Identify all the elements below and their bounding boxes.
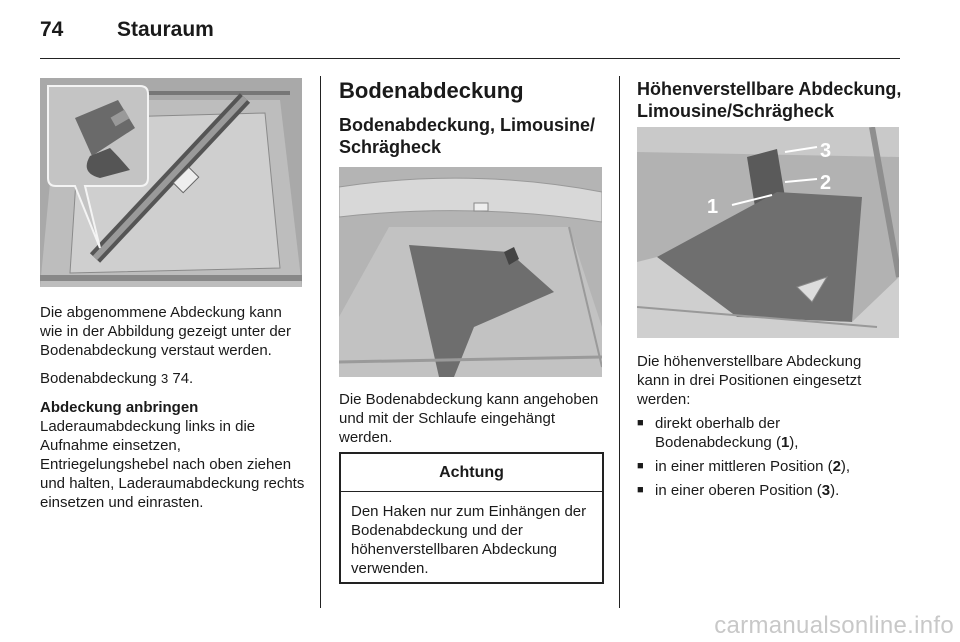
column-3-heading (637, 78, 907, 122)
heading-floor-cover: Bodenabdeckung (339, 78, 524, 103)
figure-cover-stowed (40, 78, 302, 287)
list-item: ■ in einer mittleren Position (2), (637, 457, 889, 476)
paragraph-stow-cover: Die abgenommene Abdeckung kann wie in der Abbildung gezeigt unter der Bodenabdeckung verstaut werden. (40, 304, 292, 359)
positions-list (637, 414, 889, 500)
paragraph-cross-reference (40, 369, 308, 388)
header-rule (40, 58, 900, 59)
page-ref-link[interactable]: 74. (172, 370, 194, 387)
column-2-headings (339, 78, 605, 158)
caution-title: Achtung (341, 454, 602, 492)
column-divider-2 (619, 76, 620, 608)
section-title: Stauraum (117, 18, 214, 41)
list-item: ■ in einer oberen Position (3). (637, 481, 889, 500)
column-divider-1 (320, 76, 321, 608)
figure-label-1: 1 (707, 196, 719, 218)
figure-label-2: 2 (820, 172, 832, 194)
figure-label-3: 3 (820, 140, 832, 162)
figure-adjustable-cover (637, 127, 899, 338)
page-number: 74 (40, 18, 64, 41)
list-item: ■ direkt oberhalb der Bodenabdeckung (1), (637, 414, 889, 452)
subheading-floor-cover-sedan: Bodenabdeckung, Limousine/ Schrägheck (339, 115, 596, 157)
watermark: carmanualsonline.info (714, 612, 954, 639)
reference-text: Bodenabdeckung (40, 370, 157, 387)
paragraph-attach-instructions: Laderaumabdeckung links in die Aufnahme einsetzen, Entriegelungshebel nach oben ziehen und halten, Laderaumabdeckung rechts einsetzen und einrasten. (40, 418, 305, 511)
paragraph-raise-cover: Die Bodenabdeckung kann angehoben und mit der Schlaufe eingehängt werden. (339, 391, 599, 446)
column-1-text (40, 303, 308, 512)
column-3-text (637, 352, 889, 500)
heading-adjustable-cover: Höhenverstellbare Abdeckung, Limousine/Schrägheck (637, 79, 902, 121)
figure-floor-cover-raised (339, 167, 602, 377)
caution-body: Den Haken nur zum Einhängen der Bodenabdeckung und der höhenverstellbaren Abdeckung verwenden. (351, 503, 587, 577)
paragraph-adjustable-intro: Die höhenverstellbare Abdeckung kann in drei Positionen eingesetzt werden: (637, 353, 862, 408)
page-ref-arrow-icon: 3 (160, 371, 169, 386)
caution-box (339, 452, 604, 584)
subheading-attach-cover: Abdeckung anbringen (40, 399, 199, 416)
column-2-text (339, 390, 607, 447)
